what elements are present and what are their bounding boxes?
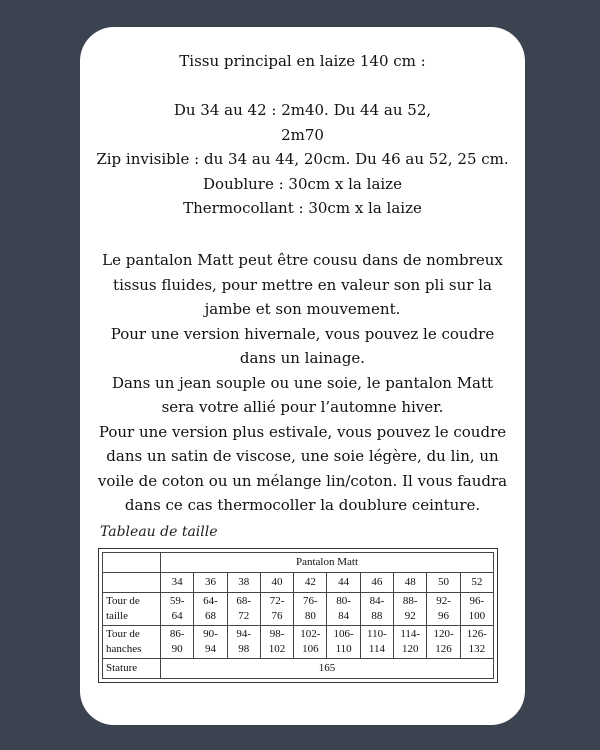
- table-header: Pantalon Matt: [161, 553, 494, 573]
- table-cell: [460, 626, 493, 659]
- table-empty-cell: [103, 553, 161, 573]
- cell-line: 120: [401, 643, 419, 655]
- description-line: dans un lainage.: [239, 349, 366, 367]
- cell-line: 114: [368, 643, 385, 655]
- info-card: [80, 27, 525, 725]
- size-cell: 46: [360, 573, 393, 593]
- waist-row: [103, 593, 494, 626]
- cell-line: 64-: [203, 595, 218, 607]
- cell-line: 94: [204, 643, 216, 655]
- size-cell: 36: [194, 573, 227, 593]
- cell-line: 72-: [269, 595, 285, 607]
- label-line: hanches: [106, 643, 142, 655]
- cell-line: 90: [171, 643, 183, 655]
- size-cell: 40: [260, 573, 293, 593]
- table-empty-cell: [103, 573, 161, 593]
- fabric-line: Zip invisible : du 34 au 44, 20cm. Du 46 au 52, 25 cm.: [96, 150, 509, 168]
- fabric-line: 2m70: [281, 125, 324, 144]
- description: [80, 248, 525, 518]
- size-cell: 52: [460, 573, 493, 593]
- table-cell: [194, 593, 227, 626]
- description-line: Dans un jean souple ou une soie, le pantalon Matt: [111, 373, 494, 392]
- cell-line: 90-: [203, 628, 218, 640]
- size-cell: 48: [394, 573, 427, 593]
- cell-line: 102-: [300, 628, 321, 640]
- cell-line: 96-: [469, 595, 485, 607]
- description-line: sera votre allié pour l’automne hiver.: [161, 398, 444, 416]
- cell-line: 80-: [336, 595, 351, 607]
- table-cell: [360, 593, 393, 626]
- table-cell: [161, 593, 194, 626]
- cell-line: 88: [371, 610, 383, 622]
- table-cell: [327, 626, 360, 659]
- fabric-line: Du 34 au 42 : 2m40. Du 44 au 52,: [173, 101, 432, 119]
- row-label-waist: [103, 593, 161, 626]
- cell-line: 100: [468, 610, 486, 622]
- fabric-requirements: [80, 49, 525, 221]
- description-line: Pour une version hivernale, vous pouvez le coudre: [110, 324, 495, 343]
- label-line: Tour de: [106, 595, 140, 607]
- size-table: [98, 548, 498, 683]
- size-cell: 34: [161, 573, 194, 593]
- cell-line: 92-: [436, 595, 451, 607]
- row-label-hips: [103, 626, 161, 659]
- cell-line: 126: [435, 643, 452, 655]
- stature-row: [103, 659, 494, 679]
- cell-line: 64: [171, 610, 183, 622]
- cell-line: 88-: [402, 595, 418, 607]
- cell-line: 102: [268, 643, 286, 655]
- size-cell: 42: [294, 573, 327, 593]
- cell-line: 110: [335, 643, 352, 655]
- cell-line: 94-: [236, 628, 252, 640]
- stature-value: 165: [161, 659, 494, 679]
- description-line: dans ce cas thermocoller la doublure ceinture.: [124, 496, 481, 514]
- cell-line: 68: [204, 610, 216, 622]
- table-cell: [394, 593, 427, 626]
- table-cell: [427, 593, 460, 626]
- size-row: [103, 573, 494, 593]
- table-cell: [427, 626, 460, 659]
- size-table-title: Tableau de taille: [100, 524, 218, 540]
- table-cell: [294, 626, 327, 659]
- table-cell: [327, 593, 360, 626]
- cell-line: 59-: [169, 595, 185, 607]
- fabric-line: Doublure : 30cm x la laize: [203, 174, 402, 193]
- table-cell: [260, 593, 293, 626]
- cell-line: 84: [338, 610, 350, 622]
- description-line: jambe et son mouvement.: [204, 300, 401, 318]
- cell-line: 106: [302, 643, 319, 655]
- cell-line: 68-: [236, 595, 252, 607]
- size-cell: 38: [227, 573, 260, 593]
- table-cell: [227, 626, 260, 659]
- cell-line: 76-: [303, 595, 318, 607]
- table-cell: [394, 626, 427, 659]
- cell-line: 98: [238, 643, 250, 655]
- cell-line: 126-: [466, 628, 487, 640]
- row-label-stature: Stature: [103, 659, 161, 679]
- fabric-line: Thermocollant : 30cm x la laize: [183, 199, 422, 217]
- fabric-line: [80, 74, 525, 99]
- cell-line: 96: [438, 610, 450, 622]
- table-cell: [460, 593, 493, 626]
- cell-line: 84-: [369, 595, 385, 607]
- table-cell: [194, 626, 227, 659]
- table-cell: [161, 626, 194, 659]
- table-cell: [294, 593, 327, 626]
- size-cell: 50: [427, 573, 460, 593]
- cell-line: 106-: [333, 628, 354, 640]
- cell-line: 72: [238, 610, 250, 622]
- hips-row: [103, 626, 494, 659]
- label-line: Tour de: [106, 628, 140, 640]
- cell-line: 80: [304, 610, 316, 622]
- description-line: Le pantalon Matt peut être cousu dans de nombreux: [102, 251, 503, 269]
- cell-line: 114-: [400, 628, 421, 640]
- label-line: taille: [106, 610, 128, 622]
- table-cell: [360, 626, 393, 659]
- cell-line: 76: [271, 610, 283, 622]
- description-line: dans un satin de viscose, une soie légère, du lin, un: [106, 447, 499, 465]
- cell-line: 86-: [169, 628, 185, 640]
- cell-line: 110-: [367, 628, 387, 640]
- cell-line: 120-: [433, 628, 454, 640]
- description-line: voile de coton ou un mélange lin/coton. Il vous faudra: [97, 471, 508, 490]
- cell-line: 98-: [269, 628, 285, 640]
- table-cell: [227, 593, 260, 626]
- cell-line: 132: [468, 643, 486, 655]
- description-line: tissus fluides, pour mettre en valeur son pli sur la: [113, 275, 492, 294]
- description-line: Pour une version plus estivale, vous pouvez le coudre: [98, 422, 507, 441]
- table-cell: [260, 626, 293, 659]
- size-cell: 44: [327, 573, 360, 593]
- fabric-line: Tissu principal en laize 140 cm :: [179, 52, 426, 70]
- cell-line: 92: [404, 610, 416, 622]
